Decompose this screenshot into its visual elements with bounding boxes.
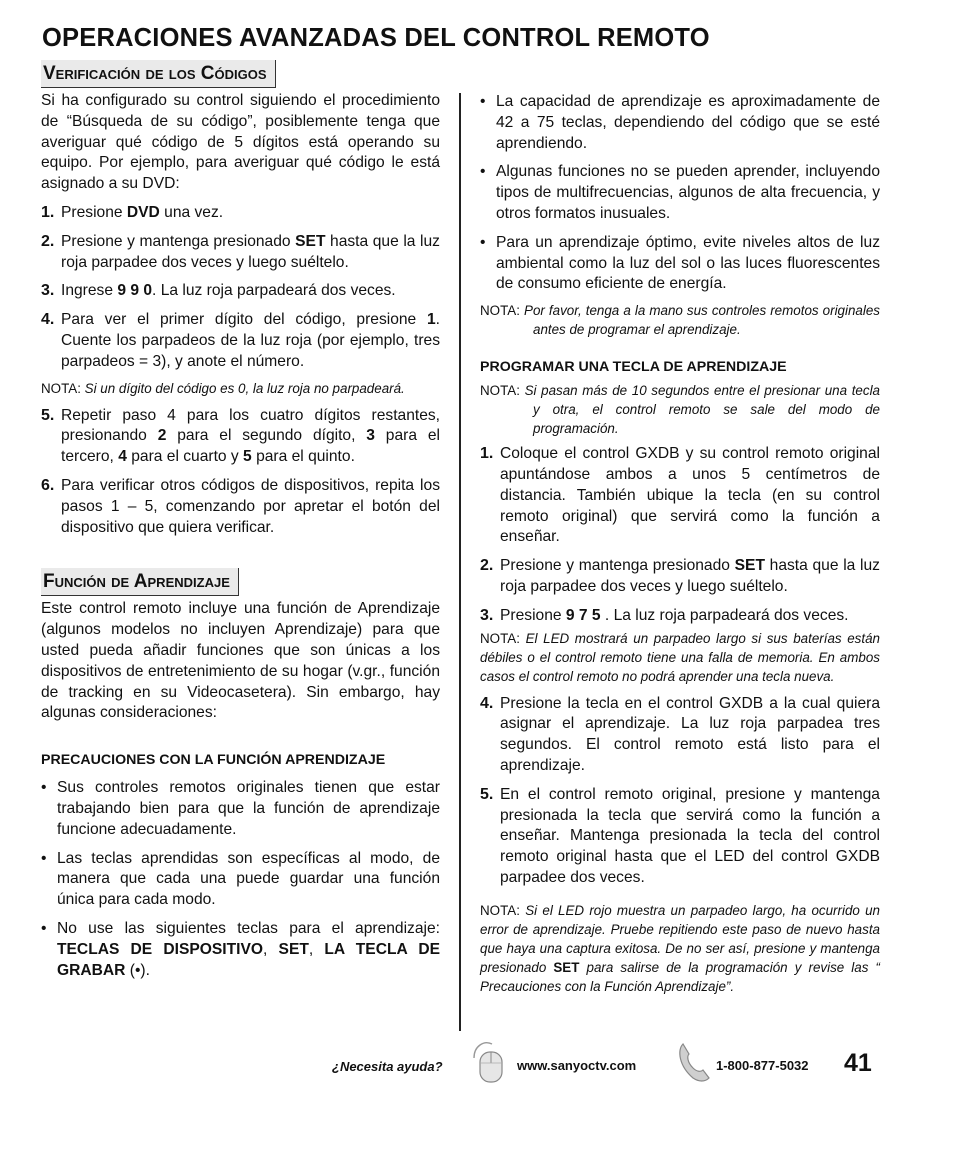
step-text: . Cuente los parpadeos de la luz roja (por ejemplo, tres parpadeos = 3), y anote el número. [61,311,440,370]
step-text: para el cuarto y [126,448,244,466]
step-text: . La luz roja parpadeará dos veces. [600,606,849,624]
bullet-item [41,919,440,981]
key-label: TECLAS DE DISPOSITIVO [57,940,264,958]
key-label: SET [278,940,309,958]
key-label: 9 7 5 [565,606,601,624]
step-text: . La luz roja parpadeará dos veces. [152,282,396,300]
step-number: 3. [41,282,55,300]
subheading-precauciones: PRECAUCIONES CON LA FUNCIÓN APRENDIZAJE [41,752,386,769]
bullet-item [41,778,440,840]
bullet-icon: • [480,163,486,181]
bullet-text: No use las siguientes teclas para el aprendizaje: [57,919,440,937]
bullet-icon: • [480,233,486,251]
step-item [480,444,880,548]
step-item [41,232,440,274]
step-number: 4. [41,311,55,329]
bullet-text: Para un aprendizaje óptimo, evite niveles altos de luz ambiental como la luz del sol o las luces fluorescentes de consumo eficiente de energía. [496,233,880,293]
note-text: Si el LED rojo muestra un parpadeo largo, ha ocurrido un error de aprendizaje. Pruebe repitiendo este paso de nuevo hasta que haya una captura exitosa. De no ser así, presione y mantenga presionado [480,902,880,975]
key-label: DVD [126,203,160,221]
key-label: SET [553,959,580,975]
step-item [480,785,880,889]
step-number: 2. [480,557,494,575]
subheading-programar: PROGRAMAR UNA TECLA DE APRENDIZAJE [480,359,787,376]
key-label: 9 9 0 [117,282,153,300]
note-text: Si un dígito del código es 0, la luz roja no parpadeará. [84,380,405,396]
step-text: Presione y mantenga presionado [61,232,296,250]
footer [330,1049,890,1092]
page-title: OPERACIONES AVANZADAS DEL CONTROL REMOTO [42,24,710,52]
bullet-item [480,233,880,295]
note [480,301,880,339]
step-text: Presione la tecla en el control GXDB a la cual quiera asignar el aprendizaje. La luz roja parpadea tres segundos. El control remoto está listo para el aprendizaje. [500,694,880,774]
note [41,379,440,398]
note [480,381,880,438]
phone-number: 1-800-877-5032 [716,1058,809,1073]
step-number: 5. [480,785,494,803]
note-text: El LED mostrará un parpadeo largo si sus baterías están débiles o el control remoto tiene una falla de memoria. En ambos casos el control remoto no podrá aprender una tecla nueva. [480,630,880,684]
key-label: SET [734,557,765,575]
steps-list [480,444,880,626]
bullet-text: (•). [125,961,150,979]
bullet-text: , [263,940,279,958]
key-label: SET [295,232,326,250]
step-text: Coloque el control GXDB y su control remoto original apuntándose ambos a unos 5 centímetros de distancia. También ubique la tecla (en su control remoto original) que servirá como la función a enseñar. [500,445,880,546]
bullet-item [480,92,880,154]
note [480,901,880,996]
paragraph: Si ha configurado su control siguiendo el procedimiento de “Búsqueda de su código”, posiblemente tenga que averiguar qué código de 5 dígitos está operando su equipo. Por ejemplo, para averiguar qué código le está asignado a su DVD: [41,92,440,193]
help-text: ¿Necesita ayuda? [332,1059,443,1074]
bullet-text: Algunas funciones no se pueden aprender, incluyendo tipos de multifrecuencias, algunos de alta frecuencia, y otros formatos inusuales. [496,163,880,222]
note-text: Por favor, tenga a la mano sus controles remotos originales antes de programar el aprendizaje. [524,303,880,338]
bullet-icon: • [41,919,47,937]
step-item [41,476,440,538]
note-text: para salirse de la programación y revise las “ Precauciones con la Función Aprendizaje”. [480,959,880,994]
bullet-list [41,778,440,981]
note-label: NOTA: [41,380,81,396]
step-item [480,556,880,598]
step-text: Presione y mantenga presionado [500,557,735,575]
step-text: Presione [61,203,127,221]
step-text: para el tercero, [61,427,440,466]
bullet-item [480,162,880,224]
key-label: 3 [366,427,375,445]
bullet-text: Sus controles remotos originales tienen que estar trabajando bien para que la función de aprendizaje funcione adecuadamente. [57,779,440,838]
bullet-icon: • [41,779,47,797]
note-text: Si pasan más de 10 segundos entre el presionar una tecla y otra, el control remoto se sale del modo de programación. [524,383,880,437]
key-label: LA TECLA DE GRABAR [57,940,440,979]
note-label: NOTA: [480,303,520,319]
step-number: 2. [41,232,55,250]
step-number: 1. [41,203,55,221]
bullet-icon: • [480,93,486,110]
step-text: Repetir paso 4 para los cuatro dígitos restantes, presionando [61,406,440,445]
phone-icon [675,1038,715,1087]
step-text: para el segundo dígito, [166,427,367,445]
step-text: En el control remoto original, presione y mantenga presionada la tecla que servirá como la función a enseñar. Mantenga presionada la tecla del control remoto original hasta que el LED del control GXDB parpadee dos veces. [500,785,880,886]
step-item [41,203,440,224]
steps-list [480,694,880,889]
steps-list [41,406,440,539]
step-text: una vez. [159,203,224,221]
step-text: Para ver el primer dígito del código, presione [61,311,427,329]
step-item [480,694,880,777]
step-text: para el quinto. [251,448,355,466]
key-label: 2 [157,427,167,445]
key-label: 4 [118,448,127,466]
step-item [41,310,440,372]
step-text: Presione [500,606,566,624]
bullet-icon: • [41,849,47,867]
step-text: Ingrese [61,282,118,300]
note-label: NOTA: [480,902,520,918]
bullet-item [41,849,440,911]
step-number: 5. [41,406,55,424]
steps-list [41,203,440,373]
bullet-text: La capacidad de aprendizaje es aproximadamente de 42 a 75 teclas, dependiendo del código que se esté aprendiendo. [496,93,880,152]
page-number: 41 [844,1049,872,1077]
step-item [41,406,440,468]
step-item [480,606,880,627]
step-text: hasta que la luz roja parpadee dos veces y luego suéltelo. [500,557,880,595]
step-number: 4. [480,694,494,712]
bullet-list [480,92,880,295]
mouse-icon [470,1038,510,1087]
bullet-text: , [308,940,325,958]
column-divider [459,93,461,1031]
step-text: Para verificar otros códigos de dispositivos, repita los pasos 1 – 5, comenzando por apretar el botón del dispositivo que quiera verificar. [61,476,440,536]
step-item [41,281,440,302]
step-text: hasta que la luz roja parpadee dos veces y luego suéltelo. [61,232,440,271]
section-heading-verificacion: Verificación de los Códigos [41,60,276,88]
key-label: 1 [426,311,436,329]
website-link[interactable]: www.sanyoctv.com [517,1058,637,1073]
note-label: NOTA: [480,630,520,646]
right-column [480,92,880,996]
step-number: 3. [480,606,494,624]
section-heading-aprendizaje: Función de Aprendizaje [41,568,239,596]
paragraph: Este control remoto incluye una función de Aprendizaje (algunos modelos no incluyen Aprendizaje) para que usted pueda añadir funciones que son únicas a los dispositivos de entretenimiento de su hogar (v.gr., función de tracking en su Videocasetera). Sin embargo, hay algunas consideraciones: [41,600,440,722]
step-number: 6. [41,476,55,494]
key-label: 5 [243,448,252,466]
left-column [41,60,440,981]
note-label: NOTA: [480,383,520,399]
step-number: 1. [480,445,494,463]
bullet-text: Las teclas aprendidas son específicas al modo, de manera que cada una puede guardar una función única para cada modo. [57,849,440,909]
note [480,629,880,686]
